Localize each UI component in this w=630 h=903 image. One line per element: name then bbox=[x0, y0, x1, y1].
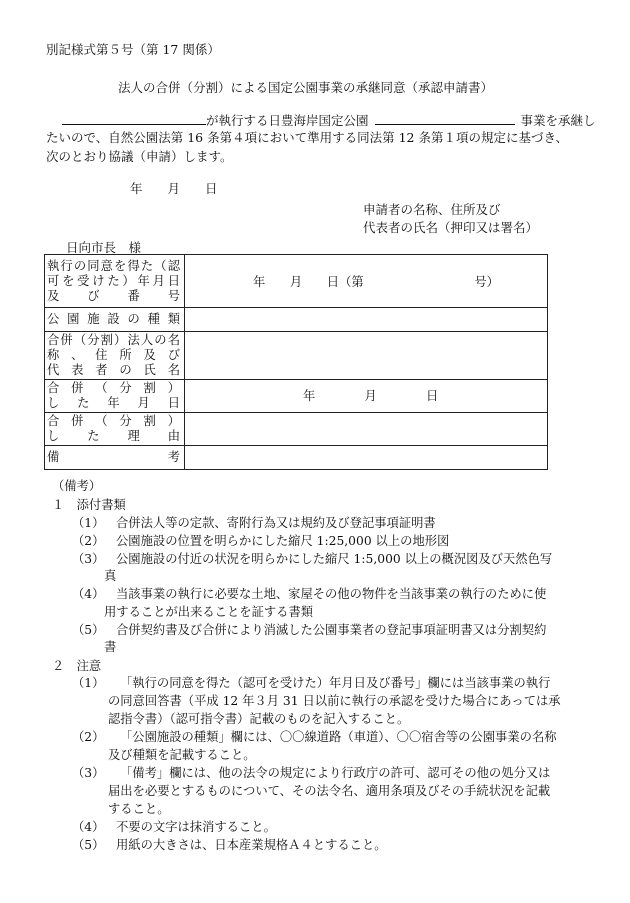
note-num: （4） bbox=[72, 820, 105, 834]
attachment-text: 公園施設の付近の状況を明らかにした縮尺 1:5,000 以上の概況図及び天然色写 bbox=[116, 552, 553, 566]
addressee: 日向市長 様 bbox=[66, 240, 142, 255]
table-row bbox=[45, 332, 548, 380]
attachment-text: 公園施設の位置を明らかにした縮尺 1:25,000 以上の地形図 bbox=[116, 534, 450, 548]
notes-heading: ２ 注意 bbox=[52, 659, 102, 673]
applicant-line-2: 代表者の氏名（押印又は署名） bbox=[363, 220, 539, 235]
merger-reason-label: 合併（分割） した理由 bbox=[45, 413, 185, 446]
remarks-field[interactable] bbox=[185, 446, 548, 470]
attachment-text-cont: 用することが出来ることを証する書類 bbox=[104, 605, 314, 619]
corporation-name-label: 合併（分割）法人の名 称、住所及び 代表者の氏名 bbox=[45, 332, 185, 380]
note-text: の同意回答書（平成 12 年３月 31 日以前に執行の承認を受けた場合にあっては承 bbox=[108, 694, 561, 708]
attachments-heading: １ 添付書類 bbox=[52, 498, 126, 512]
merger-date-field[interactable] bbox=[185, 380, 548, 413]
attachment-text: 合併契約書及び合併により消滅した公園事業者の登記事項証明書又は分割契約 bbox=[116, 623, 547, 637]
page-title: 法人の合併（分割）による国定公園事業の承継同意（承認申請書） bbox=[118, 80, 494, 95]
form-table bbox=[44, 254, 548, 470]
form-number: 別記様式第５号（第 17 関係） bbox=[46, 42, 220, 57]
approval-date-label: 執行の同意を得た（認 可を受けた）年月日 及 び 番 号 bbox=[45, 255, 185, 308]
corporation-name-field[interactable] bbox=[185, 332, 548, 380]
table-row bbox=[45, 413, 548, 446]
facility-type-label: 公園施設の種類 bbox=[45, 308, 185, 332]
note-text: 「備考」欄には、他の法令の規定により行政庁の許可、認可その他の処分又は bbox=[120, 766, 551, 780]
approval-date-field[interactable] bbox=[185, 255, 548, 308]
note-text: 認指令書）（認可指令書）記載のものを記入すること。 bbox=[108, 712, 410, 726]
attachment-text-cont: 真 bbox=[104, 569, 117, 583]
attachment-num: （2） bbox=[72, 534, 105, 548]
note-text: 不要の文字は抹消すること。 bbox=[116, 820, 276, 834]
facility-type-field[interactable] bbox=[185, 308, 548, 332]
note-num: （3） bbox=[72, 766, 105, 780]
attachment-num: （5） bbox=[72, 623, 105, 637]
merger-date-value: 年 月 日 bbox=[303, 389, 439, 403]
note-num: （5） bbox=[72, 838, 105, 852]
intro-line-2: たいので、自然公園法第 16 条第４項において準用する同法第 12 条第１項の規定に基づき、 bbox=[46, 130, 568, 145]
note-text: 「公園施設の種類」欄には、〇〇線道路（車道）、〇〇宿舎等の公園事業の名称 bbox=[120, 730, 557, 744]
table-row bbox=[45, 380, 548, 413]
note-text: 及び種類を記載すること。 bbox=[108, 748, 256, 762]
intro-part1: が執行する日豊海岸国定公園 bbox=[206, 113, 369, 128]
note-text: 用紙の大きさは、日本産業規格Ａ４とすること。 bbox=[116, 838, 387, 852]
executor-blank[interactable] bbox=[62, 111, 206, 125]
intro-line-1 bbox=[62, 111, 596, 128]
remarks-heading: （備考） bbox=[52, 479, 102, 493]
intro-part2: 事業を承継し bbox=[520, 113, 596, 128]
note-text: すること。 bbox=[108, 802, 170, 816]
note-text: 「執行の同意を得た（認可を受けた）年月日及び番号」欄には当該事業の執行 bbox=[120, 676, 551, 690]
approval-date-value: 年 月 日（第 号） bbox=[253, 275, 499, 289]
intro-line-3: 次のとおり協議（申請）します。 bbox=[46, 149, 233, 164]
table-row bbox=[45, 255, 548, 308]
attachment-text: 合併法人等の定款、寄附行為又は規約及び登記事項証明書 bbox=[116, 516, 436, 530]
project-blank[interactable] bbox=[375, 111, 515, 125]
note-num: （1） bbox=[72, 676, 105, 690]
applicant-line-1: 申請者の名称、住所及び bbox=[363, 202, 501, 217]
table-row bbox=[45, 446, 548, 470]
attachment-num: （3） bbox=[72, 552, 105, 566]
attachment-num: （4） bbox=[72, 587, 105, 601]
attachment-num: （1） bbox=[72, 516, 105, 530]
attachment-text-cont: 書 bbox=[104, 640, 117, 654]
merger-date-label: 合併（分割） した年月日 bbox=[45, 380, 185, 413]
table-row bbox=[45, 308, 548, 332]
note-text: 届出を必要とするものについて、その法令名、適用条項及びその手続状況を記載 bbox=[108, 784, 551, 798]
note-num: （2） bbox=[72, 730, 105, 744]
attachment-text: 当該事業の執行に必要な土地、家屋その他の物件を当該事業の執行のために使 bbox=[116, 587, 547, 601]
remarks-label: 備 考 bbox=[45, 446, 185, 470]
date-line: 年 月 日 bbox=[130, 181, 218, 196]
merger-reason-field[interactable] bbox=[185, 413, 548, 446]
